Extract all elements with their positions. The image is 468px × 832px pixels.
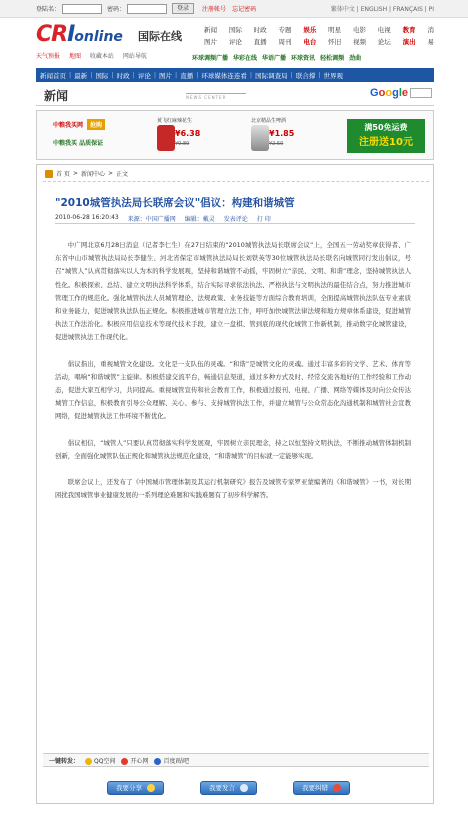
mall-name: 中粮我买网 [53,122,84,129]
nav-weekly[interactable]: 周刊 [278,38,292,46]
article-paragraph: 倡议指出，重视城管文化建设。文化是一支队伍的灵魂。“和谐”是城管文化的灵魂。通过丰富多彩的文学、艺术、体育等活动，唱响“和谐城管”主旋律。积极搭建交流平台，畅通信息渠道，通过多种方式及时、经常交流各地好的工作经验和工作动态，促进大家互相学习，共同提高。重视城管宣传和社会教育工作，积极通过报刊、电视、广播、网络等媒体及时向公众传达城管工作信息，积极教育引导公众理解、关心、参与、支持城管执法工作，并建立城管与公众常态化沟通机制和城管社会宣教网络，促进城管执法工作环境不断优化。 [55,359,411,421]
product-price: ¥6.38 [175,129,201,138]
report-error-button[interactable]: 我要纠错 [293,781,350,795]
promo-link[interactable]: 华彩在线 [233,55,258,62]
speech-icon [240,784,248,792]
product-ad[interactable] [155,117,201,155]
google-search [370,87,432,99]
home-icon [45,170,53,178]
promo-line-2: 注册送10元 [359,137,413,148]
top-nav [204,24,434,48]
nav-more2[interactable]: 易 [427,38,434,46]
article-editor: 编辑：戴灵 [184,216,215,223]
password-input[interactable] [127,4,167,14]
radio-promo-bar [192,52,434,63]
register-link[interactable]: 注册帐号 [202,6,227,13]
logo-chinese: 国际在线 [138,30,182,43]
nav-ent[interactable]: 娱乐 [303,26,317,34]
nav-stars[interactable]: 明星 [328,26,342,34]
product-price: ¥1.85 [269,129,295,138]
username-input[interactable] [62,4,102,14]
pencil-icon [333,784,341,792]
product-ad[interactable] [249,117,295,155]
nav-live[interactable]: 直播 [253,38,267,46]
divider [43,181,429,182]
password-label: 密码： [107,6,126,13]
nav-edu[interactable]: 教育 [402,26,416,34]
site-nav-link[interactable]: 网站导航 [122,53,147,60]
nav-movies[interactable]: 电影 [352,26,366,34]
article-date: 2010-06-28 16:20:43 [55,214,119,221]
channel-item[interactable]: 新闻首页 [40,71,66,80]
utility-nav [36,51,154,60]
shipping-promo[interactable] [347,119,425,153]
promo-link[interactable]: 劲曲 [349,55,362,62]
breadcrumb-home[interactable]: 首 页 [56,171,70,178]
product-name: 黄飞红麻辣花生 [157,118,193,124]
smile-icon [147,784,155,792]
channel-item[interactable]: 时政 [116,71,130,80]
login-button[interactable]: 登录 [172,3,194,14]
nav-video[interactable]: 视频 [352,38,366,46]
bookmark-link[interactable]: 收藏本站 [89,53,114,60]
promo-line-1: 满50免运费 [364,123,408,132]
channel-item[interactable]: 最新 [74,71,88,80]
section-title: 新闻 [44,89,69,103]
share-label: 一键转发： [49,757,80,765]
article-paragraph: 联席会议上，还发布了《中国城市管理体制及其运行机制研究》报告及城管专家罗亚蒙编著的《和谐城管》一书，对长期困扰我国城管事业健康发展的一系列理论难题和实践难题有了初步科学解答。 [55,478,411,500]
product-old-price: ¥9.80 [175,141,190,147]
nav-intl[interactable]: 国际 [228,26,242,34]
news-center-label: NEWS CENTER [186,93,246,100]
top-nav-row-2 [204,36,434,48]
breadcrumb-current: 正文 [116,171,129,178]
top-nav-row-1 [204,24,434,36]
article-meta [55,214,271,223]
comment-link[interactable]: 发表评论 [223,216,248,223]
nav-retro[interactable]: 怀旧 [328,38,342,46]
mall-slogan: 中粮我买 品质保证 [53,140,104,147]
nav-forum[interactable]: 论坛 [377,38,391,46]
nav-shows[interactable]: 演出 [402,38,416,46]
product-old-price: ¥2.50 [269,141,284,147]
nav-more1[interactable]: 消 [427,26,434,34]
peanut-product-icon [157,125,175,151]
article-source[interactable]: 来源：中国广播网 [127,216,176,223]
nav-tv[interactable]: 电视 [377,26,391,34]
nav-comment[interactable]: 评论 [228,38,242,46]
share-button[interactable]: 我要分享 [107,781,164,795]
weather-link[interactable]: 天气预报 [36,53,61,60]
share-kaixin[interactable]: 开心网 [121,756,148,765]
action-buttons [107,781,350,795]
forgot-password-link[interactable]: 忘记密码 [232,6,257,13]
promo-link[interactable]: 环球资讯 [291,55,316,62]
mall-ad[interactable] [53,119,137,155]
login-bar [0,0,468,18]
channel-item[interactable]: 联合撑 [295,71,316,80]
promo-link[interactable]: 轻松调频 [320,55,345,62]
breadcrumb: 首 页 > 新闻中心 > 正文 [45,169,128,178]
article-headline: "2010城管执法局长联席会议"倡议：构建和谐城管 [55,197,295,209]
qzone-icon [85,758,92,765]
channel-item[interactable]: 评论 [137,71,151,80]
channel-nav: 新闻首页 | 最新 | 国际 | 时政 | 评论 | 图片 | 直播 | 环球媒体连连看 | 国际调查局 | 联合撑 | 世界观 [36,68,434,82]
baidu-icon [154,758,161,765]
logo-online: online [74,29,123,45]
mall-tag: 抢购 [87,119,105,130]
divider [55,223,415,224]
search-input[interactable] [410,88,432,98]
article-paragraph: 中广网北京6月28日消息（记者李仁生）在27日结束的“2010城管执法局长联席会议”上，全国五一劳动奖章获得者、广东省中山市城管执法局局长李健生、河北省保定市城管执法局局长刘铁英等30位城管执法局长联名向城管同行发出倡议，号召“城管人”认真贯彻落实以人为本的科学发展观，坚持和谐城管不动摇，牢固树立“亲民、文明、和谐”理念，坚持城管执法人性化。积极探索、总结、建立文明执法科学体系，结合实际寻求依法执法、严格执法与文明执法的最佳结合点，努力推进城市管理工作的规范化。强化城管执法人员城管理论、法规政策、业务技能等方面综合教育培训，全面提高城管执法队伍专业素质和业务能力，促进城管执法队伍正规化。积极推进城市管理立法工作，呼吁加快城管法律法规和地方规章体系建设，促进城管执法工作法治化。积极应用信息技术等现代技术手段，建立一盘棋、管到底的现代化城管工作新机制，推动数字化城管建设，促进城管执法工作现代化。 [55,241,411,342]
channel-item[interactable]: 世界观 [323,71,344,80]
nav-photos[interactable]: 图片 [204,38,217,46]
share-bar [43,753,429,767]
logo-cri: CRI [36,22,75,47]
promo-link[interactable]: 华语广播 [262,55,287,62]
ad-banner[interactable] [36,110,434,160]
print-link[interactable]: 打 印 [256,216,271,223]
site-logo[interactable] [36,22,186,48]
channel-item[interactable]: 国际调查局 [255,71,288,80]
nav-news[interactable]: 新闻 [204,26,217,34]
username-label: 登陆名： [36,6,61,13]
article-body [55,239,411,515]
promo-link[interactable]: 环球调频广播 [192,55,229,62]
article-frame [36,164,434,804]
article-paragraph: 倡议相信，“城管人”只要认真贯彻落实科学发展观，牢固树立亲民理念，持之以恒坚持文明执法，不断推动城管体制机制创新，全面强化城管队伍正规化和城管执法规范化建设，“和谐城管”的目标就一定能够实现。 [55,438,411,460]
share-qzone[interactable]: QQ空间 [85,756,115,765]
nav-radio[interactable]: 电台 [303,38,317,46]
breadcrumb-section[interactable]: 新闻中心 [80,171,105,178]
google-logo: Google [370,87,408,99]
map-link[interactable]: 地图 [68,53,81,60]
nav-politics[interactable]: 时政 [253,26,267,34]
share-baidu[interactable]: 百度i贴吧 [154,756,189,765]
site-header [36,20,434,66]
beer-can-icon [251,125,269,151]
channel-item[interactable]: 直播 [180,71,194,80]
channel-item[interactable]: 图片 [159,71,173,80]
language-links[interactable]: 繁体中文 | ENGLISH | FRANÇAIS | PI [330,6,434,13]
comment-button[interactable]: 我要发言 [200,781,257,795]
product-name: 北京精品生啤酒 [251,118,287,124]
channel-item[interactable]: 环球媒体连连看 [201,71,247,80]
kaixin-icon [121,758,128,765]
news-section-bar [36,84,434,106]
nav-topics[interactable]: 专题 [278,26,292,34]
channel-item[interactable]: 国际 [95,71,109,80]
